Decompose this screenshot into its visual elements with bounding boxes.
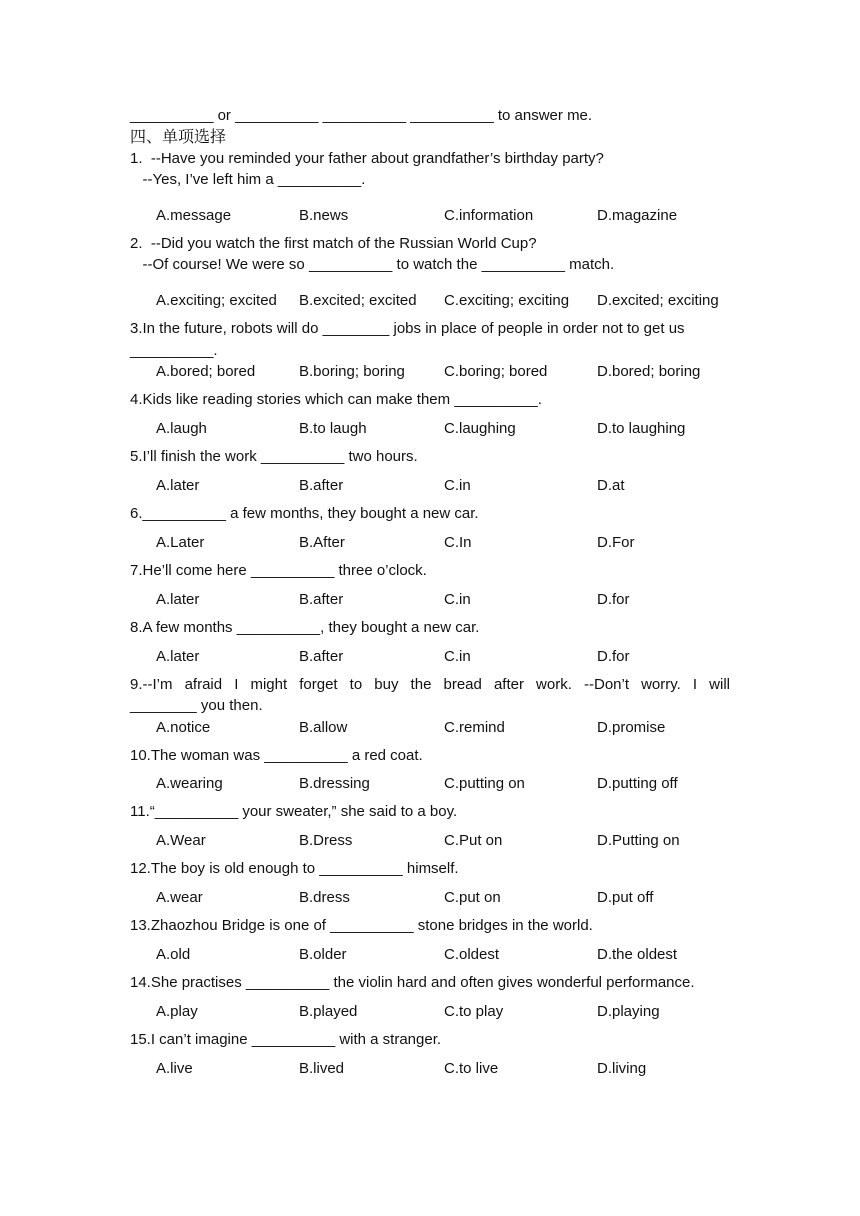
- question-6-option-a: A.Later: [156, 534, 205, 551]
- question-3-line-2: __________.: [130, 342, 218, 359]
- question-8-line-1: 8.A few months __________, they bought a new car.: [130, 619, 480, 636]
- question-13-option-d: D.the oldest: [597, 946, 678, 963]
- question-2-option-b: B.excited; excited: [299, 292, 417, 309]
- question-11-option-c: C.Put on: [444, 832, 503, 849]
- question-4-option-a: A.laugh: [156, 420, 207, 437]
- question-2-option-c: C.exciting; exciting: [444, 292, 570, 309]
- question-3-option-b: B.boring; boring: [299, 363, 405, 380]
- question-14-option-d: D.playing: [597, 1003, 660, 1020]
- question-1-line-2: --Yes, I’ve left him a __________.: [130, 171, 366, 188]
- question-6-option-d: D.For: [597, 534, 635, 551]
- question-15-option-b: B.lived: [299, 1060, 345, 1077]
- question-5-line-1: 5.I’ll finish the work __________ two hours.: [130, 448, 418, 465]
- question-10-option-d: D.putting off: [597, 775, 678, 792]
- question-1-option-b: B.news: [299, 207, 349, 224]
- question-12-option-a: A.wear: [156, 889, 203, 906]
- question-2-line-2: --Of course! We were so __________ to watch the __________ match.: [130, 256, 615, 273]
- question-8-option-c: C.in: [444, 648, 471, 665]
- question-1-option-c: C.information: [444, 207, 534, 224]
- question-8-option-b: B.after: [299, 648, 344, 665]
- question-4-line-1: 4.Kids like reading stories which can make them __________.: [130, 391, 542, 408]
- question-12-line-1: 12.The boy is old enough to __________ himself.: [130, 860, 459, 877]
- question-14-line-1: 14.She practises __________ the violin hard and often gives wonderful performance.: [130, 974, 695, 991]
- question-7-option-c: C.in: [444, 591, 471, 608]
- question-8-option-a: A.later: [156, 648, 200, 665]
- question-12-option-b: B.dress: [299, 889, 350, 906]
- question-12-option-d: D.put off: [597, 889, 654, 906]
- question-1-option-a: A.message: [156, 207, 232, 224]
- question-4-option-c: C.laughing: [444, 420, 516, 437]
- question-10-option-a: A.wearing: [156, 775, 223, 792]
- question-14-option-b: B.played: [299, 1003, 358, 1020]
- question-2-option-a: A.exciting; excited: [156, 292, 277, 309]
- question-11-line-1: 11.“__________ your sweater,” she said to a boy.: [130, 803, 458, 820]
- question-5-option-d: D.at: [597, 477, 625, 494]
- question-10-option-b: B.dressing: [299, 775, 370, 792]
- question-15-option-c: C.to live: [444, 1060, 499, 1077]
- question-3-option-a: A.bored; bored: [156, 363, 256, 380]
- question-12-option-c: C.put on: [444, 889, 501, 906]
- question-15-line-1: 15.I can’t imagine __________ with a stranger.: [130, 1031, 442, 1048]
- question-15-option-a: A.live: [156, 1060, 193, 1077]
- question-6-option-c: C.In: [444, 534, 472, 551]
- question-9-option-a: A.notice: [156, 719, 211, 736]
- question-5-option-a: A.later: [156, 477, 200, 494]
- section-heading: 四、单项选择: [130, 127, 227, 146]
- question-2-option-d: D.excited; exciting: [597, 292, 719, 309]
- question-4-option-d: D.to laughing: [597, 420, 686, 437]
- question-10-option-c: C.putting on: [444, 775, 525, 792]
- question-7-option-a: A.later: [156, 591, 200, 608]
- question-7-option-d: D.for: [597, 591, 630, 608]
- question-7-option-b: B.after: [299, 591, 344, 608]
- question-13-option-c: C.oldest: [444, 946, 500, 963]
- question-9-option-d: D.promise: [597, 719, 666, 736]
- question-11-option-a: A.Wear: [156, 832, 206, 849]
- question-15-option-d: D.living: [597, 1060, 647, 1077]
- question-9-option-c: C.remind: [444, 719, 505, 736]
- question-3-option-c: C.boring; bored: [444, 363, 548, 380]
- question-3-option-d: D.bored; boring: [597, 363, 701, 380]
- question-9-line-2: ________ you then.: [130, 697, 263, 714]
- question-1-option-d: D.magazine: [597, 207, 678, 224]
- question-9-option-b: B.allow: [299, 719, 348, 736]
- question-3-line-1: 3.In the future, robots will do ________ jobs in place of people in order not to get us: [130, 320, 685, 337]
- question-13-line-1: 13.Zhaozhou Bridge is one of __________ stone bridges in the world.: [130, 917, 593, 934]
- question-7-line-1: 7.He’ll come here __________ three o’clock.: [130, 562, 427, 579]
- question-14-option-a: A.play: [156, 1003, 198, 1020]
- question-14-option-c: C.to play: [444, 1003, 504, 1020]
- question-2-line-1: 2. --Did you watch the first match of the Russian World Cup?: [130, 235, 537, 252]
- question-11-option-b: B.Dress: [299, 832, 353, 849]
- question-5-option-b: B.after: [299, 477, 344, 494]
- question-1-line-1: 1. --Have you reminded your father about grandfather’s birthday party?: [130, 150, 604, 167]
- question-5-option-c: C.in: [444, 477, 471, 494]
- question-6-line-1: 6.__________ a few months, they bought a new car.: [130, 505, 479, 522]
- fill-in-line: __________ or __________ __________ __________ to answer me.: [130, 107, 593, 124]
- question-10-line-1: 10.The woman was __________ a red coat.: [130, 747, 423, 764]
- question-8-option-d: D.for: [597, 648, 630, 665]
- question-4-option-b: B.to laugh: [299, 420, 367, 437]
- question-11-option-d: D.Putting on: [597, 832, 680, 849]
- question-6-option-b: B.After: [299, 534, 345, 551]
- question-13-option-a: A.old: [156, 946, 191, 963]
- question-13-option-b: B.older: [299, 946, 347, 963]
- question-9-line-1: 9.--I’m afraid I might forget to buy the bread after work. --Don’t worry. I will: [130, 676, 730, 693]
